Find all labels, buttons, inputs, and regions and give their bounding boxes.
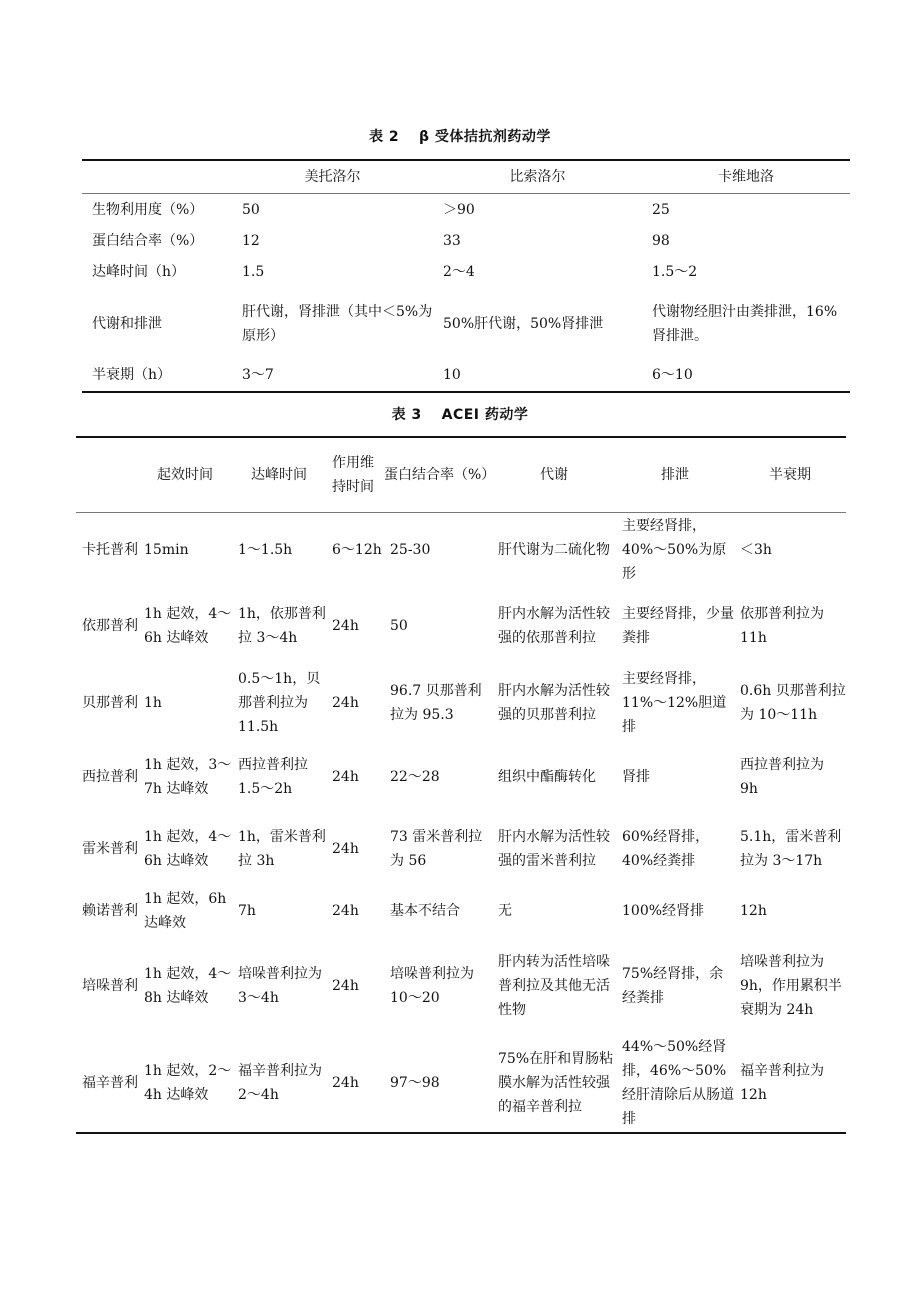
table-cell: 依那普利 [82,617,138,634]
table-cell: 73 雷米普利拉为 56 [390,828,483,869]
table-cell: 96.7 贝那普利拉为 95.3 [390,682,482,723]
table-cell: 肝内水解为活性较强的贝那普利拉 [498,682,610,723]
table-cell: 依那普利拉为 11h [740,605,824,646]
table-cell: 44%～50%经肾排，46%～50%经肝清除后从肠道排 [622,1039,734,1127]
table-cell: 肝内水解为活性较强的雷米普利拉 [498,828,610,869]
table-cell: 贝那普利 [82,694,138,711]
table3-caption: 表 3 ACEI 药动学 [391,407,529,423]
table2-header-metoprolol: 美托洛尔 [232,160,433,194]
table-cell: 主要经肾排，11%～12%胆道排 [622,670,727,735]
table-cell: 西拉普利 [82,768,138,785]
table-cell: 福辛普利拉为 12h [740,1063,824,1103]
table-cell: 5.1h，雷米普利拉为 3～17h [740,828,842,869]
table-cell: 24h [332,1075,359,1091]
table-cell: 50 [390,617,408,634]
table-cell: 22～28 [390,768,440,785]
table-cell: 1h，雷米普利拉 3h [238,828,326,869]
table-cell: 主要经肾排，40%～50%为原形 [622,517,727,582]
table-row [76,1035,846,1133]
table-cell: 100%经肾排 [622,902,705,919]
table-cell: 25-30 [390,541,431,558]
table-cell: 蛋白结合率（%） [92,233,204,249]
table-cell: 50 [242,201,260,218]
table-cell: ＞90 [443,201,475,218]
table-cell: 福辛普利 [82,1075,138,1091]
table2-header-carvedilol: 卡维地洛 [642,160,850,194]
table3-header-peak: 达峰时间 [232,437,326,513]
table-row [82,288,850,360]
table-cell: 肝内水解为活性较强的依那普利拉 [498,605,610,646]
table-row [76,513,846,587]
table-cell: 赖诺普利 [82,902,138,919]
table-cell: 24h [332,977,359,994]
table-cell: 6～12h [332,541,382,558]
table-cell: 1.5～2 [652,264,698,280]
table-cell: 7h [238,902,256,919]
table-row [76,885,846,937]
table-cell: 50%肝代谢，50%肾排泄 [443,315,604,332]
table2 [82,159,850,393]
table-cell: 生物利用度（%） [92,201,204,218]
table-cell: 25 [652,201,670,218]
table-cell: 肝代谢为二硫化物 [498,541,610,558]
table-cell: 培哚普利拉为 10～20 [390,965,474,1006]
table2-header-bisoprolol: 比索洛尔 [433,160,642,194]
table-cell: 1～1.5h [238,541,293,558]
table-cell: 卡托普利 [82,541,138,558]
table-cell: 1h 起效，6h 达峰效 [144,890,227,931]
table3-header-duration: 作用维持时间 [326,437,384,513]
table-cell: 75%经肾排，余经粪排 [622,965,724,1006]
table-row [76,813,846,885]
table2-header-blank [82,160,232,194]
table-cell: 培哚普利拉为 3～4h [238,965,322,1006]
table-cell: 6～10 [652,367,693,383]
table-cell: 主要经肾排，少量粪排 [622,605,734,646]
table-cell: 代谢物经胆汁由粪排泄，16%肾排泄。 [652,303,838,344]
table-cell: 达峰时间（h） [92,264,186,280]
table-cell: 24h [332,768,359,785]
table-row [82,194,850,226]
table-row [82,360,850,392]
table-row [82,257,850,288]
table-cell: 2～4 [443,264,475,280]
table-cell: 0.5～1h，贝那普利拉为 11.5h [238,670,321,735]
table-cell: 24h [332,840,359,857]
table-cell: 75%在肝和胃肠粘膜水解为活性较强的福辛普利拉 [498,1051,614,1115]
table-cell: 12 [242,233,260,249]
table-cell: 无 [498,902,512,919]
table-cell: 12h [740,902,767,919]
table-row [76,741,846,813]
table-cell: 15min [144,541,189,558]
table2-header-row [82,160,850,194]
table-cell: 24h [332,617,359,634]
table-cell: 1h 起效，4～8h 达峰效 [144,965,232,1006]
table-cell: 1h 起效，3～7h 达峰效 [144,756,232,797]
table2-caption: 表 2 β 受体拮抗剂药动学 [369,129,551,145]
table-cell: 1h 起效，4～6h 达峰效 [144,828,232,869]
table-cell: 基本不结合 [390,902,460,919]
table-cell: 33 [443,233,461,249]
table3-header-onset: 起效时间 [138,437,232,513]
table-cell: 代谢和排泄 [92,315,162,332]
table-row [76,587,846,665]
table3-header-half-life: 半衰期 [734,437,846,513]
table3-header-row [76,437,846,513]
table-cell: 福辛普利拉为 2～4h [238,1063,322,1103]
table-cell: 半衰期（h） [92,367,172,383]
table-cell: 1h 起效，4～6h 达峰效 [144,605,232,646]
table-cell: 西拉普利拉为 9h [740,756,824,797]
table-cell: 24h [332,902,359,919]
table-cell: 98 [652,233,670,249]
table3-header-metabolism: 代谢 [492,437,616,513]
table-cell: 1h，依那普利拉 3～4h [238,605,326,646]
table-cell: 组织中酯酶转化 [498,768,596,785]
table3 [76,436,846,1134]
table-cell: 雷米普利 [82,840,138,857]
table-cell: 1.5 [242,264,265,280]
table-cell: 0.6h 贝那普利拉为 10～11h [740,682,846,723]
table-cell: 3～7 [242,367,274,383]
table3-header-protein-binding: 蛋白结合率（%） [384,437,492,513]
table-cell: 培哚普利拉为 9h，作用累积半衰期为 24h [740,953,842,1018]
table3-header-blank [76,437,138,513]
table-cell: ＜3h [740,541,772,558]
table-cell: 60%经肾排，40%经粪排 [622,828,710,869]
table-cell: 肾排 [622,768,650,785]
table-row [76,665,846,741]
table-cell: 10 [443,367,461,383]
table3-header-excretion: 排泄 [616,437,734,513]
table-cell: 97～98 [390,1075,440,1091]
table-cell: 肝代谢，肾排泄（其中＜5%为原形） [242,303,433,344]
table-cell: 24h [332,694,359,711]
table-cell: 1h [144,694,162,711]
table-cell: 肝内转为活性培哚普利拉及其他无活性物 [498,953,610,1018]
table-row [76,937,846,1035]
table-cell: 1h 起效，2～4h 达峰效 [144,1063,232,1103]
table-cell: 培哚普利 [82,977,138,994]
table-cell: 西拉普利拉 1.5～2h [238,756,308,797]
table-row [82,226,850,257]
